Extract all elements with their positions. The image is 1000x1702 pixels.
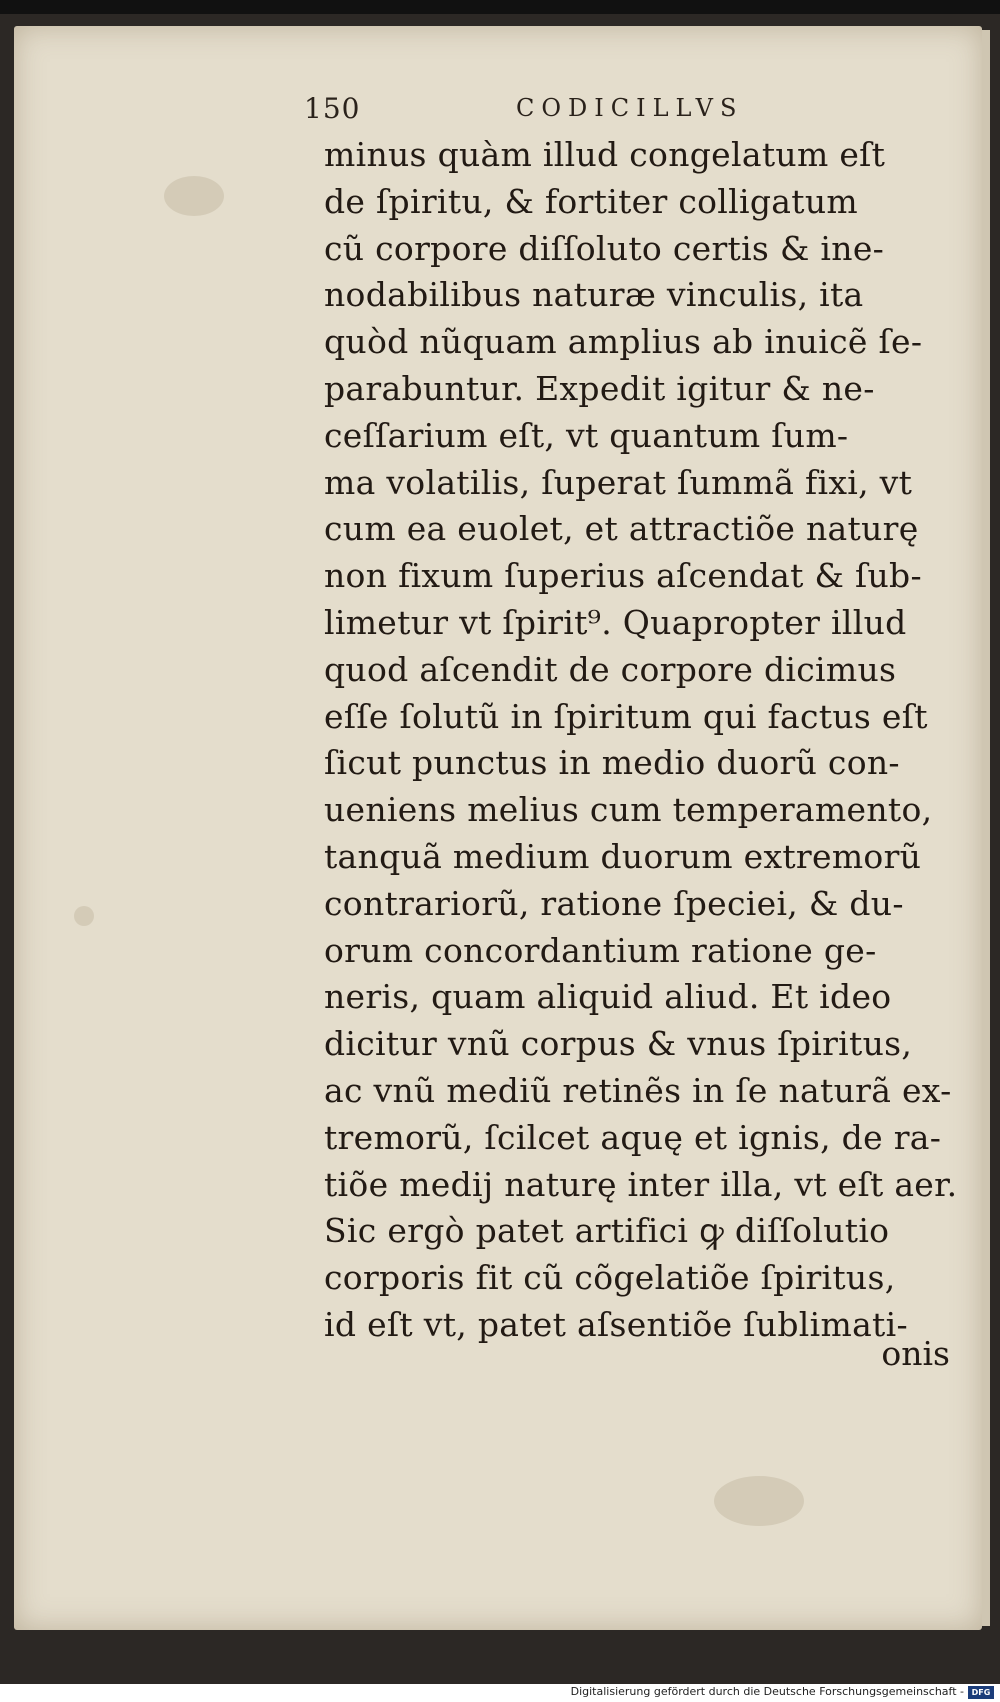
text-line: quod aſcendit de corpore dicimus	[324, 649, 897, 689]
text-line: ſicut punctus in medio duorũ con-	[324, 743, 900, 783]
dfg-logo: DFG	[968, 1686, 994, 1699]
digitization-footer	[0, 1684, 1000, 1702]
funding-credit: Digitalisierung gefördert durch die Deutsche Forschungsgemeinschaft -	[570, 1685, 964, 1698]
text-line: tiõe medij naturę inter illa, vt eſt aer.	[324, 1164, 958, 1204]
catchword: onis	[881, 1334, 950, 1373]
text-line: id eſt vt, patet aſsentiõe ſublimati-	[324, 1304, 908, 1344]
page-fore-edge	[982, 30, 990, 1626]
text-line: tanquã medium duorum extremorũ	[324, 836, 922, 876]
text-line: non fixum ſuperius aſcendat & ſub-	[324, 556, 922, 596]
text-line: ma volatilis, ſuperat ſummã fixi, vt	[324, 462, 913, 502]
text-line: minus quàm illud congelatum eſt	[324, 135, 886, 174]
text-line: eſſe ſolutũ in ſpiritum qui factus eſt	[324, 696, 928, 736]
text-line: parabuntur. Expedit igitur & ne-	[324, 368, 875, 408]
text-line: limetur vt ſpirit⁹. Quapropter illud	[324, 602, 907, 642]
running-head: CODICILLVS	[516, 94, 744, 122]
paper-stain	[164, 176, 224, 216]
paper-stain	[714, 1476, 804, 1526]
text-line: contrariorũ, ratione ſpeciei, & du-	[324, 883, 904, 923]
text-line: ueniens melius cum temperamento,	[324, 790, 933, 830]
page-header	[304, 90, 784, 130]
text-line: orum concordantium ratione ge-	[324, 930, 877, 970]
text-line: nodabilibus naturæ vinculis, ita	[324, 275, 864, 315]
text-line: cum ea euolet, et attractiõe naturę	[324, 509, 919, 549]
text-line: corporis fit cũ cõgelatiõe ſpiritus,	[324, 1258, 896, 1298]
body-text	[324, 132, 958, 1349]
text-line: ceſſarium eſt, vt quantum ſum-	[324, 415, 849, 455]
paper-stain	[74, 906, 94, 926]
scan-top-edge	[0, 0, 1000, 14]
text-line: neris, quam aliquid aliud. Et ideo	[324, 977, 892, 1017]
text-line: dicitur vnũ corpus & vnus ſpiritus,	[324, 1024, 913, 1064]
text-line: ac vnũ mediũ retinẽs in ſe naturã ex-	[324, 1070, 952, 1110]
text-line: quòd nũquam amplius ab inuicẽ ſe-	[324, 322, 923, 362]
text-line: tremorũ, ſcilcet aquę et ignis, de ra-	[324, 1117, 942, 1157]
text-line: Sic ergò patet artifici ꝙ diſſolutio	[324, 1211, 890, 1251]
page-number: 150	[304, 92, 361, 125]
text-line: de ſpiritu, & fortiter colligatum	[324, 181, 858, 221]
text-line: cũ corpore diſſoluto certis & ine-	[324, 228, 885, 268]
